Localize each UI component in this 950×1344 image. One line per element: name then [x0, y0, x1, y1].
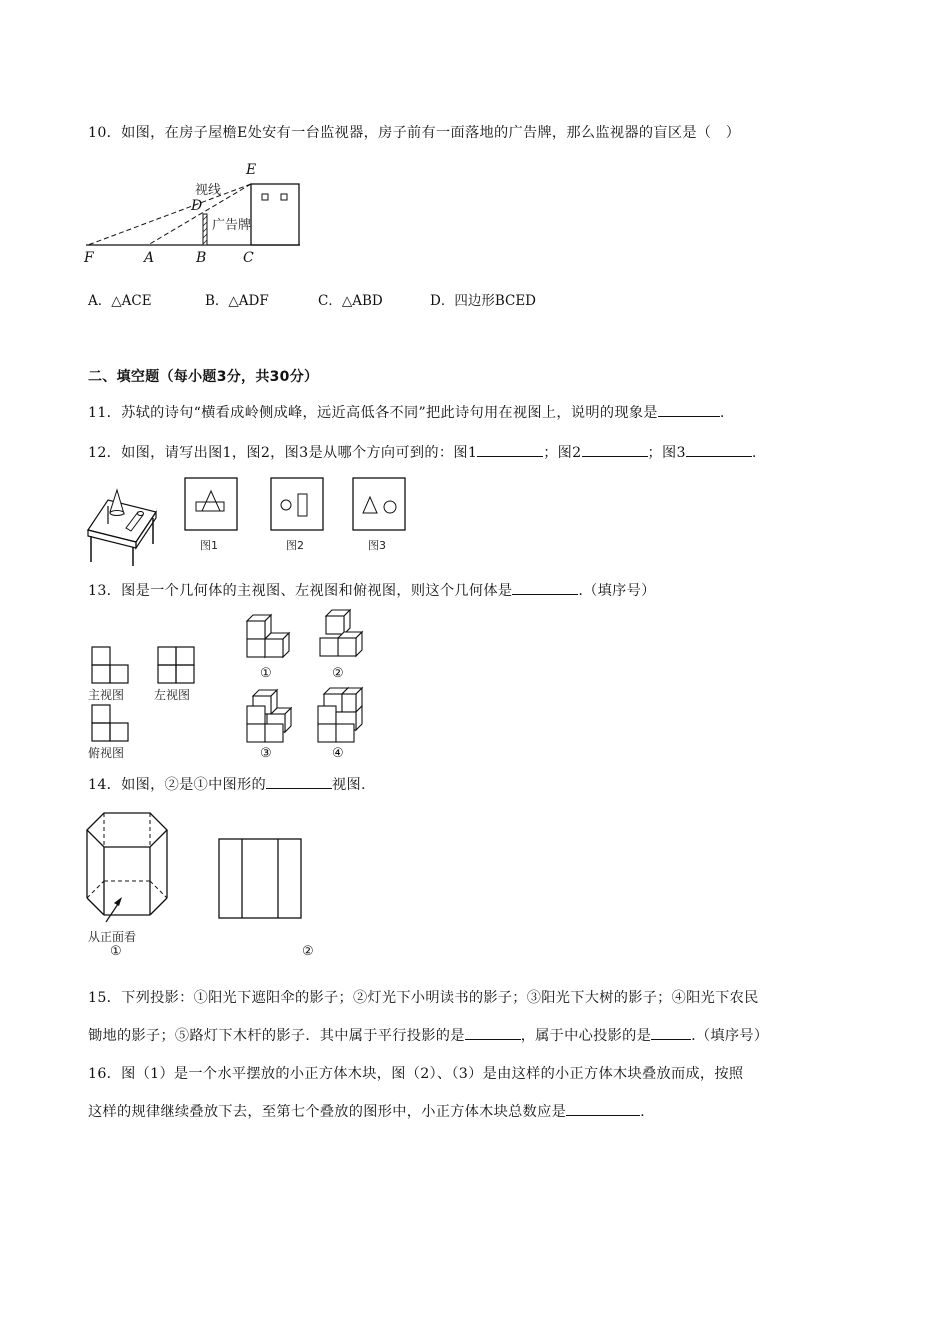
q13-choice-1: ① — [260, 666, 272, 681]
q10-stem: 10．如图，在房子屋檐E处安有一台监视器，房子前有一面落地的广告牌，那么监视器的盲区是（ ） — [88, 125, 741, 141]
q11-blank[interactable] — [658, 402, 720, 417]
q12-caption-2: 图2 — [286, 539, 304, 552]
section-2-title: 二、填空题（每小题3分，共30分） — [88, 369, 319, 385]
q12-blank-1[interactable] — [477, 442, 543, 457]
q15-line-2: 锄地的影子；⑤路灯下木杆的影子．其中属于平行投影的是 ，属于中心投影的是 .（填序号） — [88, 1025, 768, 1045]
q16-blank[interactable] — [566, 1101, 640, 1116]
q14-mark-2: ② — [302, 944, 314, 959]
q14-mark-1: ① — [110, 944, 122, 959]
q16-line-2: 这样的规律继续叠放下去，至第七个叠放的图形中，小正方体木块总数应是 . — [88, 1101, 645, 1121]
q12-blank-2[interactable] — [582, 442, 648, 457]
q10-option-d: D．四边形BCED — [430, 293, 537, 309]
label-a: A — [144, 250, 155, 266]
window-left — [262, 194, 268, 200]
q13-choice-2-figure — [316, 608, 366, 662]
label-c: C — [243, 250, 254, 266]
q15-blank-central[interactable] — [651, 1025, 691, 1040]
label-d: D — [191, 198, 203, 214]
q12-view-1 — [184, 477, 238, 531]
q11: 11．苏轼的诗句“横看成岭侧成峰，远近高低各不同”把此诗句用在视图上，说明的现象是 . — [88, 402, 725, 422]
q13-choice-2: ② — [332, 666, 344, 681]
q13-choice-4: ④ — [332, 746, 344, 761]
q13: 13．图是一个几何体的主视图、左视图和俯视图，则这个几何体是 .（填序号） — [88, 580, 656, 600]
q14: 14．如图，②是①中图形的 视图. — [88, 774, 366, 794]
q13-choice-4-figure — [314, 686, 366, 744]
q13-top-view — [91, 704, 131, 742]
q12-caption-3: 图3 — [368, 539, 386, 552]
q14-blank[interactable] — [266, 774, 332, 789]
billboard-label: 广告牌 — [212, 218, 252, 233]
house — [251, 184, 299, 245]
label-f: F — [84, 250, 94, 266]
q12-view-2 — [270, 477, 324, 531]
q12-view-3 — [352, 477, 406, 531]
q15-blank-parallel[interactable] — [465, 1025, 521, 1040]
q12: 12．如图，请写出图1，图2，图3是从哪个方向可到的：图1 ；图2 ；图3 . — [88, 442, 757, 462]
window-right — [281, 194, 287, 200]
label-b: B — [196, 250, 207, 266]
q13-blank[interactable] — [512, 580, 578, 595]
q13-top-label: 俯视图 — [88, 746, 125, 760]
q16-line-1: 16．图（1）是一个水平摆放的小正方体木块，图（2）、（3）是由这样的小正方体木块叠放而成，按照 — [88, 1066, 744, 1082]
q13-choice-3-figure — [243, 688, 295, 744]
q13-choice-1-figure — [243, 612, 293, 662]
q12-table-figure — [86, 484, 160, 566]
q14-view-2 — [218, 838, 302, 920]
q15-line-1: 15．下列投影：①阳光下遮阳伞的影子；②灯光下小明读书的影子；③阳光下大树的影子；④阳光下农民 — [88, 990, 759, 1006]
q12-caption-1: 图1 — [200, 539, 218, 552]
label-e: E — [246, 162, 257, 178]
q14-hexagonal-prism — [84, 808, 172, 928]
q13-choice-3: ③ — [260, 746, 272, 761]
q10-option-b: B．△ADF — [205, 293, 269, 309]
q14-front-label: 从正面看 — [88, 930, 137, 944]
q12-blank-3[interactable] — [686, 442, 752, 457]
sight-line-label: 视线 — [195, 183, 222, 198]
q13-front-label: 主视图 — [88, 688, 125, 702]
q13-left-view — [157, 646, 197, 684]
q13-front-view — [91, 646, 131, 684]
q10-option-a: A．△ACE — [88, 293, 152, 309]
q10-option-c: C．△ABD — [318, 293, 383, 309]
q13-left-label: 左视图 — [154, 688, 191, 702]
